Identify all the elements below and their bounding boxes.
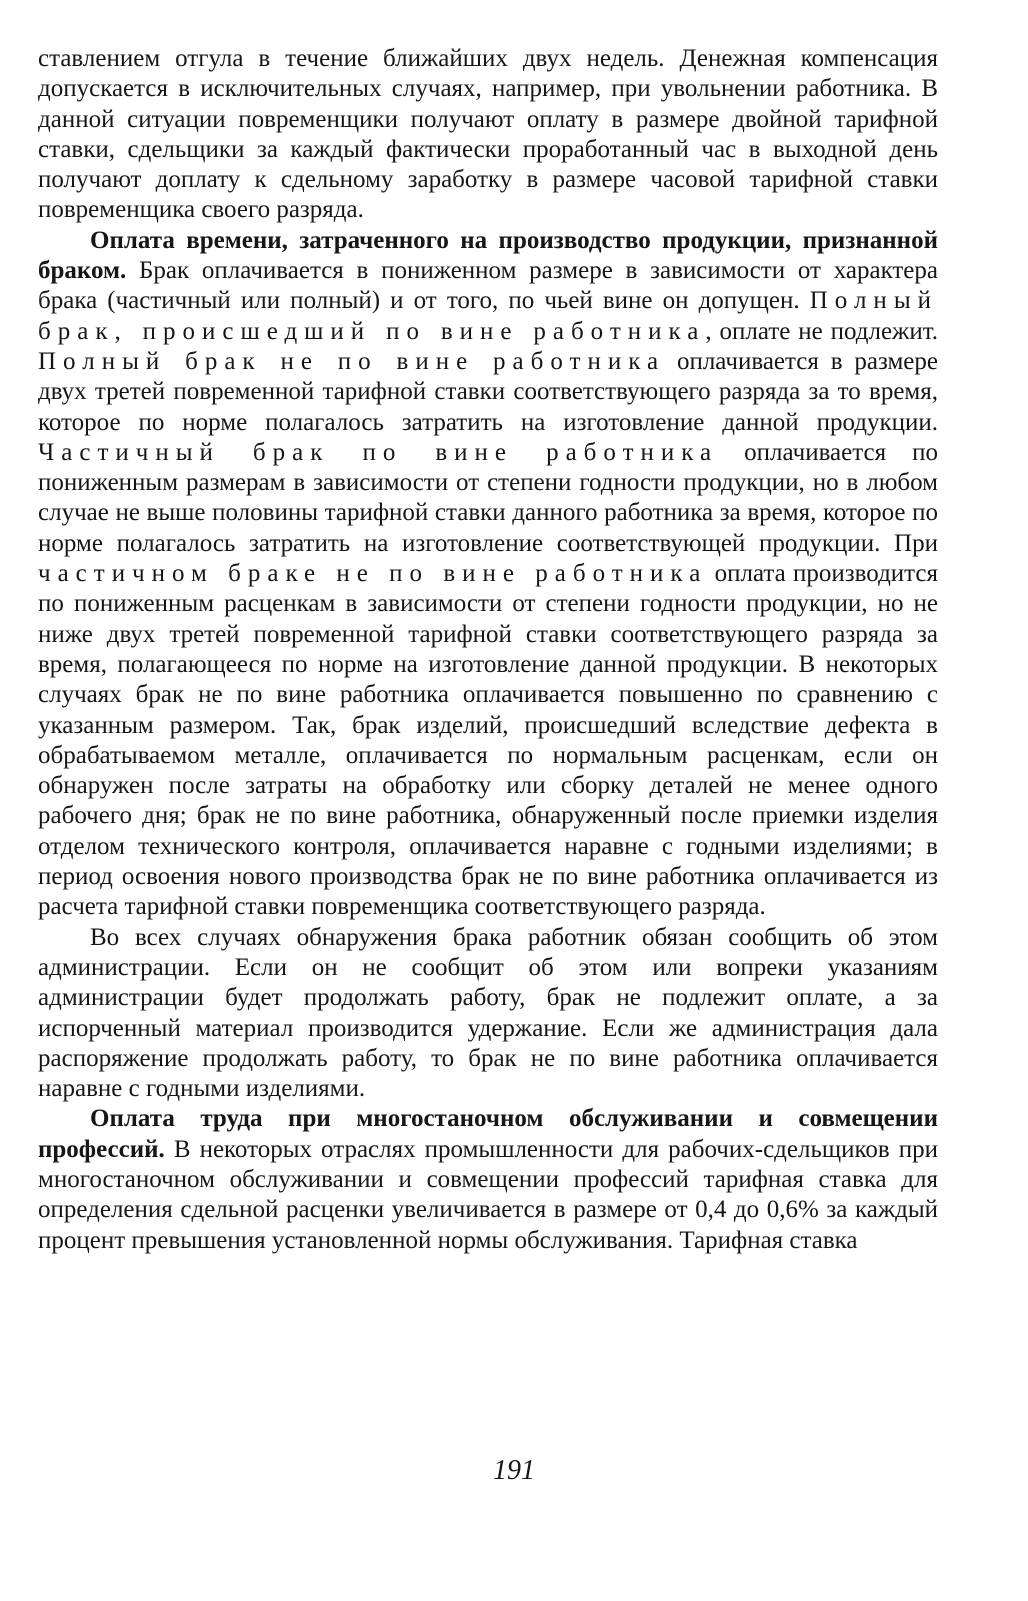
paragraph-text: В некоторых отраслях промышленности для рабочих-сдельщиков при многостаночном обслуживании и совмещении профессий тарифная ставка для определения сдельной расценки увеличивается в размере от 0,4 до 0,6% за каждый процент превышения установленной нормы обслуживания. Тарифная ставка	[38, 1135, 938, 1254]
paragraph	[38, 44, 938, 226]
paragraph	[38, 1104, 938, 1255]
paragraph-text: , оплате не подлежит.	[705, 317, 938, 345]
emphasized-text: Полный брак не по вине работника	[38, 347, 666, 375]
paragraph-text: оплата производится по пониженным расценкам в зависимости от степени годности продукции, но не ниже двух третей повременной тарифной ставки соответствующего разряда за время, полагающееся по норме на изготовление данной продукции. В некоторых случаях брак не по вине работника оплачивается повышенно по сравнению с указанным размером. Так, брак изделий, происшедший вследствие дефекта в обрабатываемом металле, оплачивается по нормальным расценкам, если он обнаружен после затраты на обработку или сборку деталей не менее одного рабочего дня; брак не по вине работника, обнаруженный после приемки изделия отделом технического контроля, оплачивается наравне с годными изделиями; в период освоения нового производства брак не по вине работника оплачивается из расчета тарифной ставки повременщика соответствующего разряда.	[38, 560, 938, 921]
paragraph	[38, 923, 938, 1105]
section-heading: Оплата времени, затраченного на производство продукции, признанной браком.	[38, 226, 938, 285]
paragraph-text: оплачивается по пониженным размерам в зависимости от степени годности продукции, но в любом случае не выше половины тарифной ставки данного работника за время, которое по норме полагалось затратить на изготовление соответствующей продукции. При	[38, 438, 939, 557]
paragraph	[38, 226, 938, 923]
paragraph-text: ставлением отгула в течение ближайших двух недель. Денежная компенсация допускается в исключительных случаях, например, при увольнении работника. В данной ситуации повременщики получают оплату в размере двойной тарифной ставки, сдельщики за каждый фактически проработанный час в выходной день получают доплату к сдельному заработку в размере часовой тарифной ставки повременщика своего разряда.	[38, 45, 938, 224]
paragraph-text: Брак оплачивается в пониженном размере в зависимости от характера брака (частичный или полный) и от того, по чьей вине он допущен.	[38, 257, 938, 315]
page-number: 191	[493, 1455, 535, 1486]
emphasized-text: Частичный брак по вине работника	[38, 438, 719, 466]
emphasized-text: частичном браке не по вине работника	[38, 560, 708, 588]
emphasized-text: Полный брак, происшедший по вине работника	[38, 287, 938, 345]
page-body	[38, 44, 938, 1256]
section-heading: Оплата труда при многостаночном обслуживании и совмещении профессий.	[38, 1105, 938, 1163]
paragraph-text: оплачивается в размере двух третей повременной тарифной ставки соответствующего разряда за то время, которое по норме полагалось затратить на изготовление данной продукции.	[38, 347, 938, 436]
paragraph-text: Во всех случаях обнаружения брака работник обязан сообщить об этом администрации. Если он не сообщит об этом или вопреки указаниям администрации будет продолжать работу, брак не подлежит оплате, а за испорченный материал производится удержание. Если же администрация дала распоряжение продолжать работу, то брак не по вине работника оплачивается наравне с годными изделиями.	[38, 923, 938, 1103]
